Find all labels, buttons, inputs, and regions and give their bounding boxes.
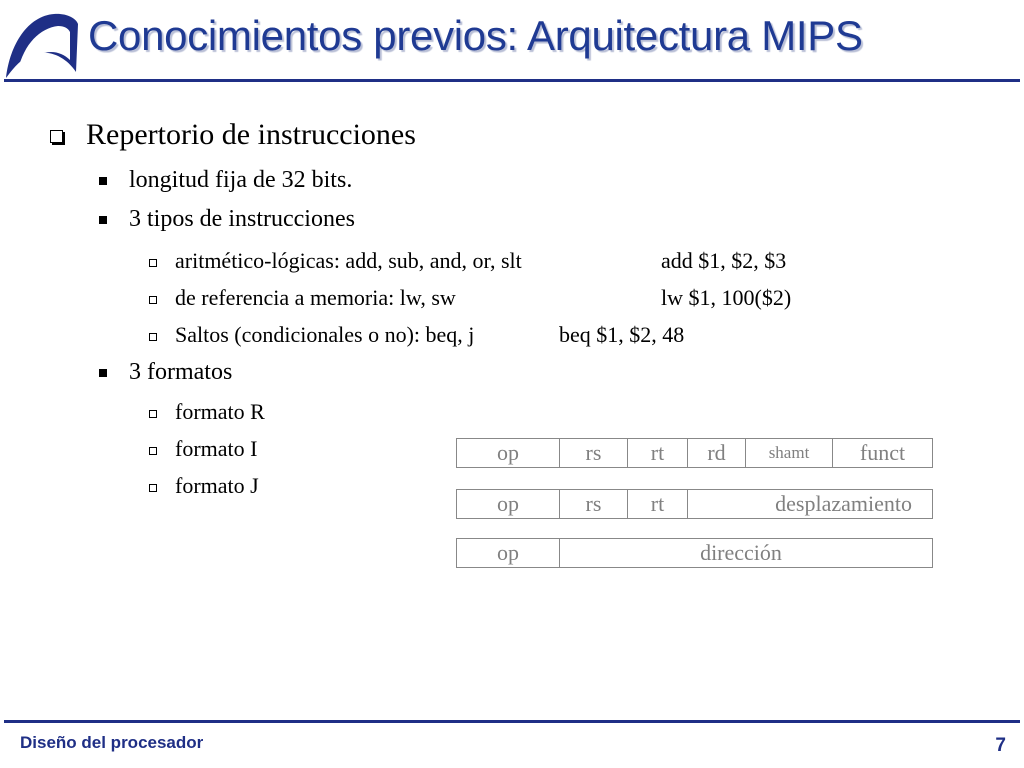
square-bullet-icon: [99, 177, 107, 185]
small-square-bullet-icon: [149, 484, 157, 492]
field-op: op: [497, 491, 519, 516]
format-i-box: [456, 489, 933, 519]
item-length: longitud fija de 32 bits.: [129, 167, 353, 193]
type-example: add $1, $2, $3: [661, 248, 787, 273]
type-example: lw $1, 100($2): [661, 285, 792, 310]
field-desplazamiento: desplazamiento: [687, 490, 932, 518]
field-rs: rs: [559, 439, 627, 467]
field-rt: rt: [627, 490, 687, 518]
small-square-bullet-icon: [149, 259, 157, 267]
main-item: Repertorio de instrucciones: [86, 118, 416, 151]
small-square-bullet-icon: [149, 333, 157, 341]
footer-divider: [4, 720, 1020, 723]
format-label: formato R: [175, 399, 265, 424]
field-op: op: [497, 540, 519, 565]
item-formats: 3 formatos: [129, 359, 233, 385]
type-label: Saltos (condicionales o no): beq, j: [175, 322, 475, 347]
field-rs: rs: [559, 490, 627, 518]
type-label: aritmético-lógicas: add, sub, and, or, slt: [175, 248, 522, 273]
field-op: op: [497, 440, 519, 465]
field-shamt: shamt: [745, 439, 832, 467]
field-rd: rd: [687, 439, 745, 467]
square-bullet-icon: [99, 369, 107, 377]
small-square-bullet-icon: [149, 296, 157, 304]
header-divider: [4, 79, 1020, 82]
page-number: 7: [995, 735, 1006, 756]
field-funct: funct: [832, 439, 932, 467]
field-direccion: dirección: [559, 539, 932, 567]
footer-title: Diseño del procesador: [20, 733, 204, 752]
format-label: formato J: [175, 473, 259, 498]
field-rt: rt: [627, 439, 687, 467]
format-label: formato I: [175, 436, 258, 461]
checkbox-bullet-icon: [50, 130, 63, 143]
format-j-box: [456, 538, 933, 568]
format-r-box: [456, 438, 933, 468]
small-square-bullet-icon: [149, 447, 157, 455]
square-bullet-icon: [99, 216, 107, 224]
item-types: 3 tipos de instrucciones: [129, 206, 355, 232]
type-label: de referencia a memoria: lw, sw: [175, 285, 456, 310]
small-square-bullet-icon: [149, 410, 157, 418]
logo-icon: [4, 10, 80, 80]
type-example: beq $1, $2, 48: [559, 322, 685, 347]
page-title: Conocimientos previos: Arquitectura MIPS: [88, 12, 863, 59]
